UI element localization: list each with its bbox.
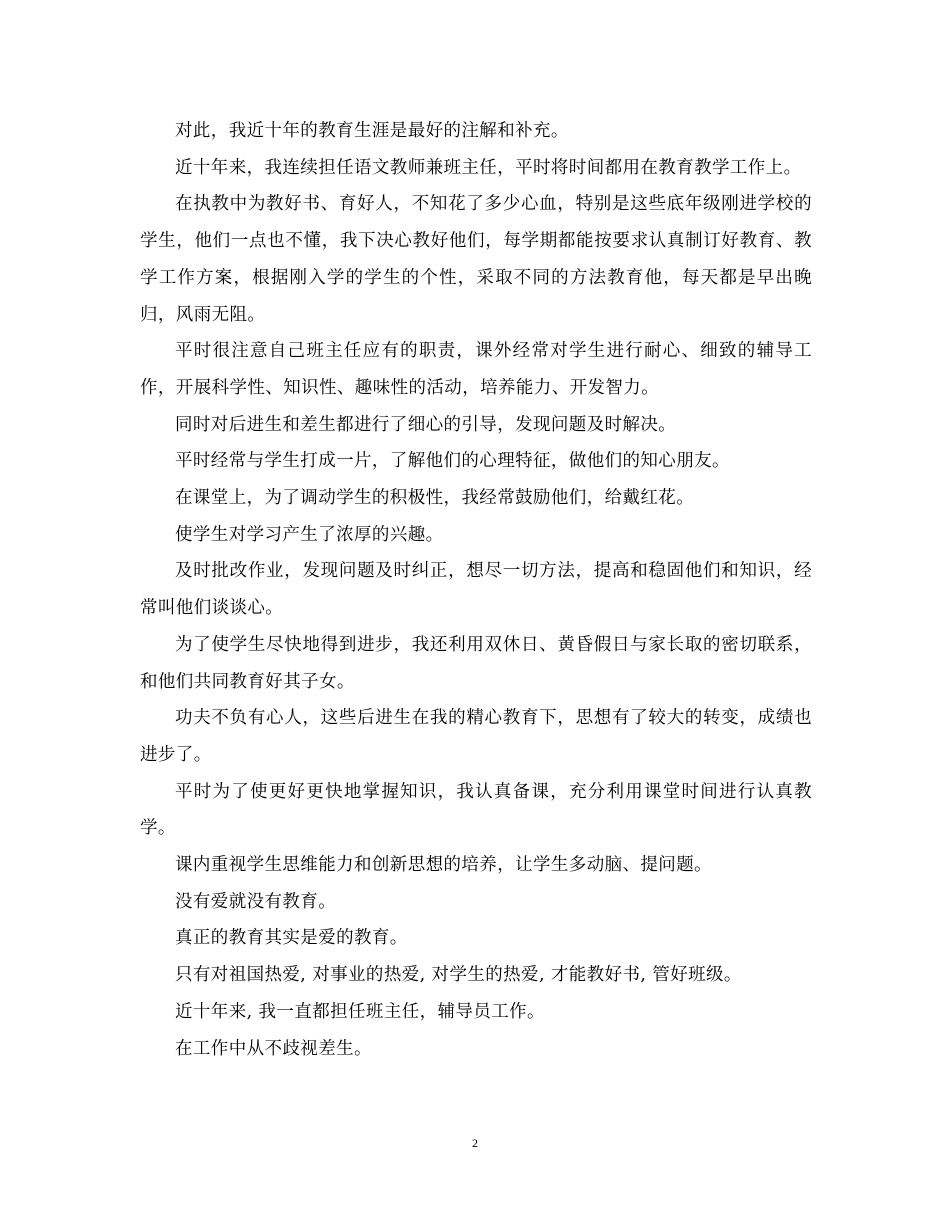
paragraph: 使学生对学习产生了浓厚的兴趣。: [175, 524, 444, 545]
paragraph: 及时批改作业，发现问题及时纠正，想尽一切方法，提高和稳固他们和知识，经常叫他们谈谈心。: [140, 561, 812, 619]
paragraph: 功夫不负有心人，这些后进生在我的精心教育下，思想有了较大的转变，成绩也进步了。: [140, 708, 812, 765]
paragraph: 近十年来, 我一直都担任班主任，辅导员工作。: [175, 1001, 545, 1022]
page-number: 2: [472, 1136, 478, 1150]
paragraph: 近十年来，我连续担任语文教师兼班主任，平时将时间都用在教育教学工作上。: [175, 157, 802, 178]
paragraph: 平时很注意自己班主任应有的职责，课外经常对学生进行耐心、细致的辅导工作，开展科学性、知识性、趣味性的活动，培养能力、开发智力。: [140, 341, 812, 398]
paragraph: 真正的教育其实是爱的教育。: [175, 928, 408, 949]
paragraph: 只有对祖国热爱, 对事业的热爱, 对学生的热爱, 才能教好书, 管好班级。: [175, 965, 742, 986]
paragraph: 课内重视学生思维能力和创新思想的培养，让学生多动脑、提问题。: [175, 855, 712, 876]
paragraph: 在工作中从不歧视差生。: [175, 1038, 372, 1059]
paragraph: 没有爱就没有教育。: [175, 891, 337, 912]
paragraph: 平时为了使更好更快地掌握知识，我认真备课，充分利用课堂时间进行认真教学。: [140, 781, 812, 839]
paragraph: 在课堂上，为了调动学生的积极性，我经常鼓励他们，给戴红花。: [175, 488, 695, 509]
paragraph: 同时对后进生和差生都进行了细心的引导，发现问题及时解决。: [175, 414, 677, 435]
document-body: [140, 113, 812, 1067]
paragraph: 为了使学生尽快地得到进步，我还利用双休日、黄昏假日与家长取的密切联系，和他们共同教育好其子女。: [140, 634, 812, 692]
paragraph: 在执教中为教好书、育好人，不知花了多少心血，特别是这些底年级刚进学校的学生，他们一点也不懂，我下决心教好他们，每学期都能按要求认真制订好教育、教学工作方案，根据刚入学的学生的个性，采取不同的方法教育他，每天都是早出晚归，风雨无阻。: [140, 194, 812, 325]
paragraph: 平时经常与学生打成一片，了解他们的心理特征，做他们的知心朋友。: [175, 451, 730, 472]
paragraph: 对此，我近十年的教育生涯是最好的注解和补充。: [175, 121, 569, 141]
